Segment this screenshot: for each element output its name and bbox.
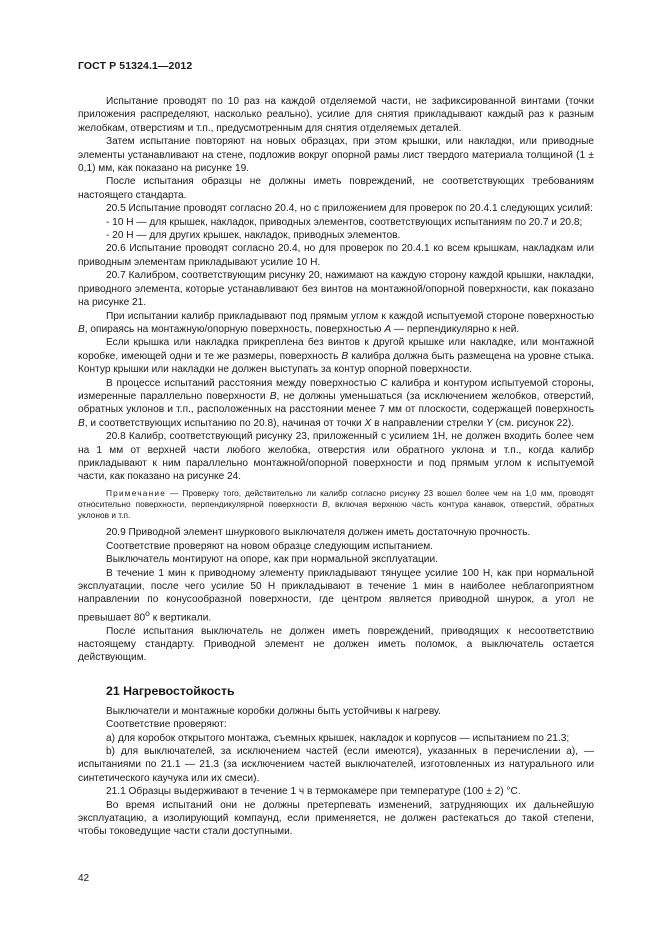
paragraph: Во время испытаний они не должны претерпевать изменений, затрудняющих их дальнейшую эксплуатацию, а изолирующий компаунд, если применяется, не должен растекаться до такой степени, чтобы токоведущие части стали доступными. [78,799,594,838]
note: Примечание — Проверку того, действительно ли калибр согласно рисунку 23 вошел более чем на 1,0 мм, проводят относительно поверхности, перпендикулярной поверхности B, включая верхнюю часть контура канавок, отверстий, обратных уклонов и т.п. [78,487,594,521]
document-code: ГОСТ Р 51324.1—2012 [78,60,193,72]
page-number: 42 [78,873,90,884]
paragraph: 20.6 Испытание проводят согласно 20.4, но для проверок по 20.4.1 ко всем крышкам, накладкам или приводным элементам прикладывают усилие 10 Н. [78,243,594,268]
paragraph: 20.7 Калибром, соответствующим рисунку 20, нажимают на каждую сторону каждой крышки, накладки, приводного элемента, которые устанавливают без винтов на монтажной/опорной поверхности, как показано на рисунке 21. [78,270,594,309]
paragraph: Выключатели и монтажные коробки должны быть устойчивы к нагреву. [106,705,441,717]
list-item: b) для выключателей, за исключением частей (если имеются), указанных в перечислении а), — испытаниями по 21.1 — 21.3 (за исключением частей выключателей, изготовленных из натурального или синтетического каучука или их смеси). [78,746,594,784]
paragraph: В процессе испытаний расстояния между поверхностью C калибра и контуром испытуемой стороны, измеренные параллельно поверхности B, не должны уменьшаться (за исключением желобков, отверстий, обратных уклонов и т.п., расположенных на расстоянии менее 7 мм от плоскости, содержащей поверхность B, и соответствующих испытанию по 20.8), начиная от точки X в направлении стрелки Y (см. рисунок 22). [78,377,594,429]
paragraph: 20.8 Калибр, соответствующий рисунку 23, приложенный с усилием 1Н, не должен входить более чем на 1 мм от верхней части любого желобка, отверстия или обратного уклона и т.п., когда калибр прикладывают к ним параллельно монтажной/опорной поверхности и под прямым углом к испытуемой части, как показано на рисунке 24. [78,431,594,483]
paragraph: Испытание проводят по 10 раз на каждой отделяемой части, не зафиксированной винтами (точки приложения распределяют, насколько реально), усилие для снятия прикладывают каждый раз к разным желобкам, отверстиям и т.п., предусмотренным для снятия отделяемых деталей. [78,96,594,134]
paragraph: В течение 1 мин к приводному элементу прикладывают тянущее усилие 100 Н, как при нормальной эксплуатации, после чего усилие 50 Н прикладывают в течение 1 мин в наиболее неблагоприятном направлении по конусообразной поверхности, где центром является приводной шнурок, а угол не превышает $80^о$ к вертикали. [78,567,594,624]
list-item: - 10 Н — для крышек, накладок, приводных элементов, соответствующих испытаниям по 20.7 и 20.8; [106,216,583,228]
note-label: Примечание [106,487,167,498]
paragraph: При испытании калибр прикладывают под прямым углом к каждой испытуемой стороне поверхностью B, опираясь на монтажную/опорную поверхность, поверхностью A — перпендикулярно к ней. [78,310,594,335]
page-body [78,95,594,839]
paragraph: Выключатель монтируют на опоре, как при нормальной эксплуатации. [106,554,438,566]
list-item: - 20 Н — для других крышек, накладок, приводных элементов. [106,230,401,242]
paragraph: После испытания образцы не должны иметь повреждений, не соответствующих требованиям настоящего стандарта. [78,176,594,201]
paragraph: Соответствие проверяют на новом образце следующим испытанием. [106,540,433,552]
paragraph: Затем испытание повторяют на новых образцах, при этом крышки, или накладки, или приводные элементы устанавливают на стене, подложив вокруг опорной рамы лист твердого материала толщиной (1 ± 0,1) мм, как показано на рисунке 19. [78,136,594,175]
paragraph: 20.5 Испытание проводят согласно 20.4, но с приложением для проверок по 20.4.1 следующих усилий: [106,203,593,215]
paragraph: Если крышка или накладка прикреплена без винтов к другой крышке или накладке, или монтажной коробке, имеющей одни и те же размеры, поверхность B калибра должна быть размещена на уровне стыка. Контур крышки или накладки не должен выступать за контур опорной поверхности. [78,337,594,376]
paragraph: После испытания выключатель не должен иметь повреждений, приводящих к несоответствию настоящему стандарту. Приводной элемент не должен иметь поломок, а выключатель остается действующим. [78,625,594,664]
list-item: а) для коробок открытого монтажа, съемных крышек, накладок и корпусов — испытанием по 21.3; [106,732,570,744]
paragraph: Соответствие проверяют: [106,719,227,731]
paragraph: 21.1 Образцы выдерживают в течение 1 ч в термокамере при температуре (100 ± 2) °С. [106,786,521,798]
section-heading: 21 Нагревостойкость [106,683,235,698]
paragraph: 20.9 Приводной элемент шнуркового выключателя должен иметь достаточную прочность. [106,527,531,539]
